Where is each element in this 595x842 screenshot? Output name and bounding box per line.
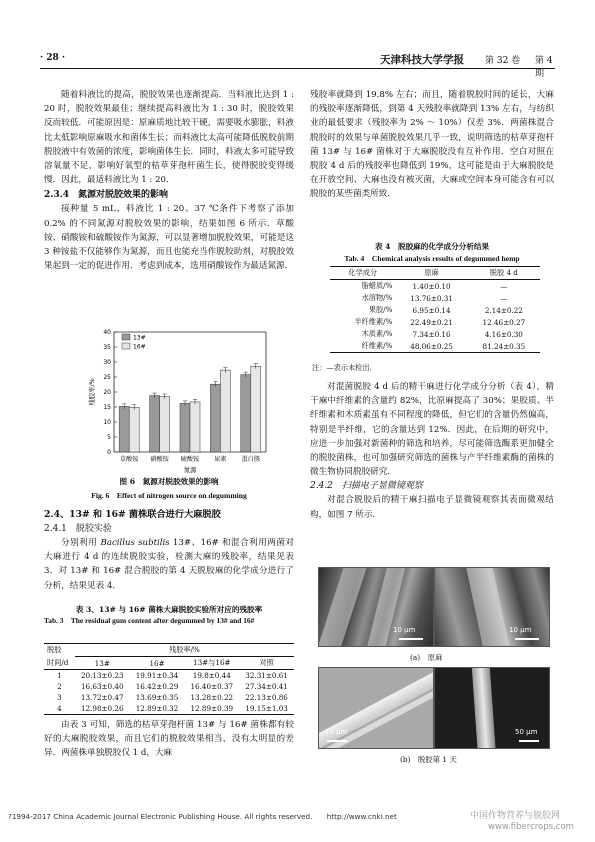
legend-label: 16# [133, 343, 146, 351]
table-cell: 12.98±0.26 [80, 704, 124, 713]
scale-label: 10 μm [509, 626, 532, 634]
table-header-cell: 脱胶 [47, 645, 62, 655]
table-row [44, 703, 294, 715]
table-row [44, 692, 294, 703]
bar [220, 370, 230, 452]
left-column [44, 88, 294, 273]
sem-image-a2 [434, 567, 550, 647]
scale-bar [399, 638, 423, 640]
y-tick-label: 25 [103, 374, 111, 382]
page-number: · 28 · [40, 53, 66, 63]
table-3-grid [44, 643, 294, 715]
table-row [44, 681, 294, 692]
table-cell: 13.76±0.31 [410, 293, 453, 303]
y-tick-label: 40 [103, 329, 111, 337]
text-span: 13#、16# 和混合利用两菌对大麻进行 4 d 的连续脱胶实验，检测大麻的残胶率，结果见表 3．对 13# 和 16# 混合脱胶的第 4 天脱胶麻的化学成分进行了分析，结果见表 4． [44, 538, 295, 591]
table-header-row [330, 267, 540, 280]
figure-6 [44, 324, 294, 484]
table-cell: 20.13±0.23 [80, 671, 124, 680]
bar [251, 366, 261, 452]
table-3 [44, 643, 294, 715]
figure-6-caption-cn: 图 6 氮源对脱胶效果的影响 [119, 477, 219, 486]
journal-name: 天津科技大学学报 [380, 54, 464, 66]
heading-2-3-4: 2.3.4 氮源对脱胶效果的影响 [44, 190, 169, 201]
scale-label: 10 μm [325, 728, 348, 736]
table-cell: 1.40±0.10 [412, 281, 451, 291]
y-tick-label: 35 [103, 344, 111, 352]
table-cell: 81.24±0.35 [482, 341, 526, 351]
y-tick-label: 15 [103, 404, 111, 412]
table-cell: 水溶物/% [361, 293, 393, 302]
bar [129, 407, 139, 452]
table-3-caption-en: Tab. 3 The residual gum content after degummed by 13# and 16# [44, 616, 255, 625]
table-cell: 32.31±0.61 [245, 671, 288, 680]
bar [210, 384, 220, 452]
scale-bar [519, 740, 539, 742]
table-header-cell: 原麻 [424, 268, 439, 277]
right-column-middle [310, 380, 554, 522]
paragraph-chemical-analysis: 对混菌脱胶 4 d 后的精干麻进行化学成分分析（表 4），精干麻中纤维素的含量约 82%，比原麻提高了 30%；果胶质、半纤维素和木质素虽有不同程度的降低，但它们的含量仍然偏高，特别是半纤维，它的含量达到 12%．因此，在后期的研究中，应进一步加强对新菌种的筛选和培养，尽可能筛选酶系更加健全的脱胶菌株，也可加强研究筛选的菌株与产半纤维素酶的菌株的微生物协同脱胶研究． [310, 382, 554, 478]
table-cell: 12.89±0.39 [190, 704, 234, 713]
y-tick-label: 30 [103, 359, 111, 367]
text-span: 分别利用 [61, 538, 98, 548]
table-header-group: 残胶率/% [75, 644, 294, 657]
paragraph-liquor-ratio: 随着料液比的提高，脱胶效果也逐渐提高．当料液比达到 1 : 20 时，脱胶效果最佳；继续提高料液比为 1 : 30 时，脱胶效果反而较低．可能原因是：原麻质地比较干硬，需要吸水膨胀，料液比太低影响原麻吸水和菌体生长；而料液比太高可能降低脱胶前期脱胶液中有效菌的浓度，影响菌体生长．同时，料液太多可能导致溶氧量不足，影响好氧型的枯草芽孢杆菌生长，使得脱胶变得缓慢．因此，最适料液比为 1 : 20． [44, 90, 294, 186]
table-cell: 13.69±0.35 [135, 693, 179, 702]
table-row [44, 670, 294, 682]
legend-swatch [122, 343, 130, 349]
table-cell: 22.13±0.86 [245, 693, 288, 702]
table-row [330, 340, 540, 353]
table-cell: 6.95±0.14 [412, 305, 451, 315]
table-cell: 4.16±0.30 [484, 329, 523, 339]
figure-7a-label: (a) 原麻 [410, 653, 443, 662]
table-cell: 2.14±0.22 [484, 305, 523, 315]
left-column-tail [44, 718, 294, 761]
table-3-caption-cn: 表 3、13# 与 16# 菌株大麻脱胶实验所对应的残胶率 [75, 605, 263, 614]
fiber-bundle [365, 567, 407, 647]
table-header-cell: 化学成分 [348, 268, 378, 277]
x-tick-label: 尿素 [214, 456, 227, 463]
x-tick-label: 草酸铵 [119, 456, 139, 463]
bar [150, 396, 160, 452]
y-axis-label: 残胶率/% [88, 378, 96, 406]
scale-label: 10 μm [393, 626, 416, 634]
table-header-row [44, 657, 294, 670]
y-tick-label: 20 [103, 389, 111, 397]
figure-6-caption-en: Fig. 6 Effect of nitrogen source on degumming [91, 491, 247, 500]
table-row [330, 316, 540, 328]
left-column-lower [44, 508, 294, 593]
copyright-footer: ?1994-2017 China Academic Journal Electronic Publishing House. All rights reserved. http://www.cnki.net [8, 812, 397, 821]
y-tick-label: 5 [107, 434, 111, 442]
table-cell: 13.28±0.22 [190, 693, 234, 702]
table-4-note: 注：—表示未检出． [312, 363, 377, 372]
x-tick-label: 蛋白胨 [241, 456, 261, 463]
table-cell: 4 [57, 704, 62, 713]
paragraph-table-3-discussion: 由表 3 可知，筛选的枯草芽孢杆菌 13# 与 16# 菌株都有较好的大麻脱胶效果，而且它们的脱胶效果相当，没有太明显的差异．两菌株单独脱胶仅 1 d，大麻 [44, 720, 294, 759]
table-cell: 果胶/% [368, 305, 393, 314]
table-cell: 48.06±0.25 [410, 341, 453, 351]
table-cell: 1 [57, 671, 62, 680]
sem-image-b1 [318, 667, 434, 749]
sem-image-a1 [318, 567, 434, 647]
table-cell: 19.91±0.34 [135, 671, 179, 680]
fiber-strand [471, 667, 497, 749]
table-cell: 16.42±0.29 [135, 682, 179, 691]
table-cell: — [500, 281, 508, 291]
legend-label: 13# [133, 334, 146, 342]
table-header-cell: 脱胶 4 d [489, 268, 518, 277]
table-cell: 半纤维素/% [354, 317, 393, 326]
table-cell: 16.40±0.37 [190, 682, 234, 691]
table-row [330, 292, 540, 304]
table-4 [330, 266, 540, 353]
table-header-cell: 对照 [259, 658, 274, 667]
species-name: Bacillus subtilis [100, 538, 170, 548]
table-cell: 19.15±1.03 [245, 704, 288, 713]
scale-label: 50 μm [515, 728, 538, 736]
table-row [330, 328, 540, 340]
sem-image-b2 [434, 667, 550, 749]
y-tick-label: 10 [103, 419, 111, 427]
table-4-caption-cn: 表 4 脱胶麻的化学成分分析结果 [374, 242, 490, 251]
figure-7b-label: (b) 脱胶第 1 天 [400, 755, 457, 764]
volume: 第 32 卷 [485, 56, 521, 66]
fiber-strand [318, 667, 434, 749]
figure-6-chart [44, 324, 294, 484]
table-cell: 木质素/% [361, 329, 393, 338]
bar [180, 403, 190, 452]
table-header-row [44, 644, 294, 657]
table-cell: 16.63±0.40 [80, 682, 124, 691]
heading-2-4: 2.4、13# 和 16# 菌株联合进行大麻脱胶 [44, 509, 221, 520]
paragraph-nitrogen-source: 接种量 5 mL、料液比 1 : 20、37 ℃条件下考察了添加 0.2% 的不同氮源对脱胶效果的影响，结果如图 6 所示．草酸铵、硝酸铵和硫酸铵作为氮源，可以显著增加脱胶效果，可能是这 3 种铵盐不仅能够作为氮源，而且也能充当作脱胶助剂，对脱胶效果起到一定的促进作用．考虑到成本，选用硝酸铵作为最适氮源． [44, 204, 294, 272]
bar [119, 406, 129, 452]
paragraph-degumming-experiment [44, 536, 294, 593]
watermark-cn: 中国作物营养与脱胶网 [470, 811, 561, 821]
paragraph-sem: 对混合脱胶后的精干麻扫描电子显微镜观察其表面微观结构，如图 7 所示． [310, 495, 554, 520]
heading-2-4-2: 2.4.2 扫描电子显微镜观察 [310, 481, 423, 492]
table-header-cell: 13#与16# [193, 658, 231, 667]
heading-2-4-1: 2.4.1 脱胶实验 [44, 524, 112, 534]
paragraph-residual-gum: 残胶率就降到 19.8% 左右；而且，随着脱胶时间的延长，大麻的残胶率逐渐降低，到第 4 天残胶率就降到 13% 左右，与纺织业的最低要求（残胶率为 2% ～ 10%）仅差 3%．两菌株混合脱胶时的效果与单菌脱胶效果几乎一致，说明筛选的枯草芽孢杆菌 13# 与 16# 菌株对于大麻脱胶没有互补作用．空白对照在脱胶 4 d 后的残胶率也降低到 19%，这可能是由于大麻脱胶是在开放空间、大麻也没有被灭菌，大麻或空间本身可能含有可以脱胶的某些菌类所致． [310, 90, 554, 200]
table-cell: 27.34±0.41 [245, 682, 288, 691]
table-cell: 22.49±0.21 [410, 317, 453, 327]
table-4-grid [330, 266, 540, 353]
y-tick-label: 0 [107, 449, 111, 457]
table-row [330, 304, 540, 316]
table-cell: — [500, 293, 508, 303]
table-header-cell: 13# [94, 658, 110, 668]
table-row [330, 280, 540, 293]
x-tick-label: 硝酸铵 [150, 456, 169, 463]
scale-bar [327, 740, 347, 742]
table-header-cell: 时间/d [47, 657, 69, 667]
x-tick-label: 硫酸铵 [180, 456, 200, 463]
table-cell: 纤维素/% [361, 341, 393, 350]
table-cell: 19.8±0.44 [192, 671, 231, 680]
fiber-bundle [318, 567, 368, 647]
table-cell: 3 [57, 693, 62, 702]
bar [160, 397, 170, 453]
table-cell: 脂蜡质/% [361, 281, 393, 290]
bar [190, 402, 200, 452]
table-header-cell: 16# [149, 658, 165, 668]
page-header [40, 53, 555, 79]
legend-swatch [122, 334, 130, 340]
table-cell: 7.34±0.16 [412, 329, 451, 339]
issue: 第 4 期 [535, 56, 553, 79]
table-cell: 12.46±0.27 [482, 317, 526, 327]
fiber-bundle [465, 567, 511, 647]
scale-bar [515, 638, 539, 640]
table-cell: 12.89±0.32 [135, 704, 179, 713]
right-column [310, 88, 554, 202]
table-cell: 2 [57, 682, 62, 691]
table-cell: 13.72±0.47 [80, 693, 124, 702]
bar [241, 375, 251, 452]
header-rule [40, 68, 555, 69]
table-4-caption-en: Tab. 4 Chemical analysis results of degummed hemp [344, 254, 520, 263]
watermark-url: www.fibercrops.com [488, 822, 574, 832]
x-axis-label: 氮源 [183, 466, 197, 474]
